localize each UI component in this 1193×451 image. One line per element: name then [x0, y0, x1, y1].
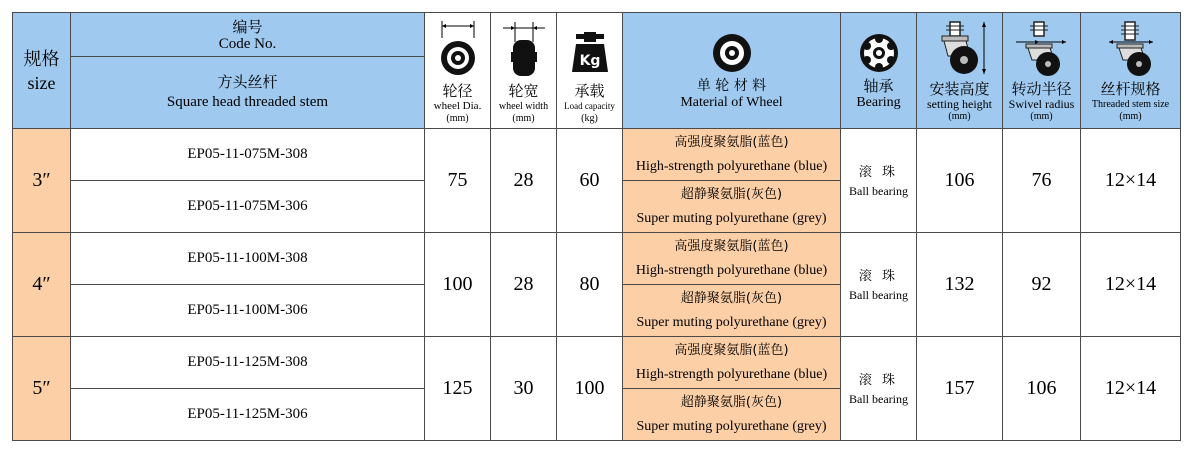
header-size-en: size	[27, 72, 56, 93]
material-zh: 高强度聚氨脂(蓝色)	[674, 238, 789, 254]
header-stem-size-en: Threaded stem size	[1091, 98, 1170, 110]
header-load	[557, 13, 623, 129]
wheel-width-cell: 28	[491, 129, 557, 233]
material-en: Super muting polyurethane (grey)	[636, 314, 827, 330]
caster-height-icon	[930, 20, 990, 78]
header-setting-height	[917, 13, 1003, 129]
header-swivel-radius-zh: 转动半径	[1011, 79, 1072, 98]
header-stem-zh: 方头丝杆	[217, 72, 278, 91]
load-cell: 60	[557, 129, 623, 233]
header-wheel-width-unit: (mm)	[512, 112, 535, 124]
header-wheel-dia-zh: 轮径	[442, 81, 473, 100]
bearing-en: Ball bearing	[849, 287, 908, 302]
bearing-cell	[841, 233, 917, 337]
header-size-zh: 规格	[23, 48, 60, 70]
code-cell: EP05-11-075M-306	[71, 181, 425, 233]
material-cell	[623, 233, 841, 285]
weight-icon-label: Kg	[579, 52, 600, 69]
header-bearing-en: Bearing	[856, 94, 901, 110]
bearing-cell	[841, 337, 917, 441]
wheel-dia-cell: 125	[425, 337, 491, 441]
setting-height-cell: 106	[917, 129, 1003, 233]
header-setting-height-zh: 安装高度	[929, 79, 990, 98]
header-stem-en: Square head threaded stem	[166, 93, 329, 110]
load-cell: 100	[557, 337, 623, 441]
bearing-en: Ball bearing	[849, 391, 908, 406]
stem-size-cell: 12×14	[1081, 233, 1181, 337]
wheel-dia-cell: 100	[425, 233, 491, 337]
header-wheel-dia-en: wheel Dia.	[433, 99, 482, 112]
material-cell	[623, 389, 841, 441]
header-wheel-dia-unit: (mm)	[446, 112, 469, 124]
ball-bearing-icon	[857, 31, 901, 75]
stem-size-cell: 12×14	[1081, 337, 1181, 441]
swivel-radius-cell: 106	[1003, 337, 1081, 441]
header-bearing	[841, 13, 917, 129]
wheel-width-cell: 28	[491, 233, 557, 337]
bearing-zh: 滚 珠	[858, 164, 899, 180]
material-en: High-strength polyurethane (blue)	[635, 158, 828, 174]
size-cell: 3″	[13, 129, 71, 233]
load-cell: 80	[557, 233, 623, 337]
header-size	[13, 13, 71, 129]
material-en: Super muting polyurethane (grey)	[636, 210, 827, 226]
table-row	[13, 337, 1181, 389]
code-cell: EP05-11-100M-306	[71, 285, 425, 337]
material-cell	[623, 285, 841, 337]
code-cell: EP05-11-125M-308	[71, 337, 425, 389]
wheel-diameter-icon	[436, 18, 480, 80]
header-material-en: Material of Wheel	[680, 94, 783, 110]
header-stem-size-zh: 丝杆规格	[1100, 79, 1161, 98]
header-wheel-width-zh: 轮宽	[508, 81, 539, 100]
material-en: High-strength polyurethane (blue)	[635, 366, 828, 382]
header-material-zh: 单 轮 材 料	[696, 77, 767, 94]
header-code	[71, 13, 425, 57]
material-cell	[623, 181, 841, 233]
header-swivel-radius-unit: (mm)	[1030, 110, 1053, 122]
header-stem-size-unit: (mm)	[1119, 110, 1142, 122]
bearing-zh: 滚 珠	[858, 372, 899, 388]
wheel-material-icon	[710, 31, 754, 75]
table-row	[13, 129, 1181, 181]
header-material	[623, 13, 841, 129]
code-cell: EP05-11-125M-306	[71, 389, 425, 441]
material-cell	[623, 129, 841, 181]
code-cell: EP05-11-075M-308	[71, 129, 425, 181]
size-cell: 5″	[13, 337, 71, 441]
bearing-en: Ball bearing	[849, 183, 908, 198]
header-row-top	[13, 13, 1181, 57]
bearing-zh: 滚 珠	[858, 268, 899, 284]
header-swivel-radius	[1003, 13, 1081, 129]
wheel-dia-cell: 75	[425, 129, 491, 233]
material-en: High-strength polyurethane (blue)	[635, 262, 828, 278]
stem-size-cell: 12×14	[1081, 129, 1181, 233]
spec-table	[12, 12, 1181, 441]
material-zh: 高强度聚氨脂(蓝色)	[674, 342, 789, 358]
header-stem-size	[1081, 13, 1181, 129]
header-swivel-radius-en: Swivel radius	[1008, 96, 1075, 111]
swivel-radius-icon	[1014, 20, 1070, 78]
bearing-cell	[841, 129, 917, 233]
material-zh: 超静聚氨脂(灰色)	[680, 394, 783, 410]
table-row	[13, 233, 1181, 285]
material-zh: 高强度聚氨脂(蓝色)	[674, 134, 789, 150]
header-code-en: Code No.	[218, 35, 277, 52]
header-setting-height-en: setting height	[927, 96, 992, 111]
header-wheel-width	[491, 13, 557, 129]
wheel-width-icon	[499, 18, 549, 80]
header-load-en: Load capacity	[564, 100, 615, 111]
threaded-stem-icon	[1103, 20, 1159, 78]
header-bearing-zh: 轴承	[863, 76, 894, 95]
material-zh: 超静聚氨脂(灰色)	[680, 290, 783, 306]
header-stem	[71, 57, 425, 129]
setting-height-cell: 132	[917, 233, 1003, 337]
swivel-radius-cell: 76	[1003, 129, 1081, 233]
header-wheel-dia	[425, 13, 491, 129]
swivel-radius-cell: 92	[1003, 233, 1081, 337]
weight-icon	[568, 18, 612, 80]
material-en: Super muting polyurethane (grey)	[636, 418, 827, 434]
size-cell: 4″	[13, 233, 71, 337]
code-cell: EP05-11-100M-308	[71, 233, 425, 285]
header-wheel-width-en: wheel width	[498, 100, 549, 112]
wheel-width-cell: 30	[491, 337, 557, 441]
header-code-zh: 编号	[232, 17, 263, 36]
material-zh: 超静聚氨脂(灰色)	[680, 186, 783, 202]
material-cell	[623, 337, 841, 389]
setting-height-cell: 157	[917, 337, 1003, 441]
header-load-unit: (kg)	[581, 112, 598, 124]
header-setting-height-unit: (mm)	[948, 110, 971, 122]
header-load-zh: 承载	[574, 81, 605, 100]
